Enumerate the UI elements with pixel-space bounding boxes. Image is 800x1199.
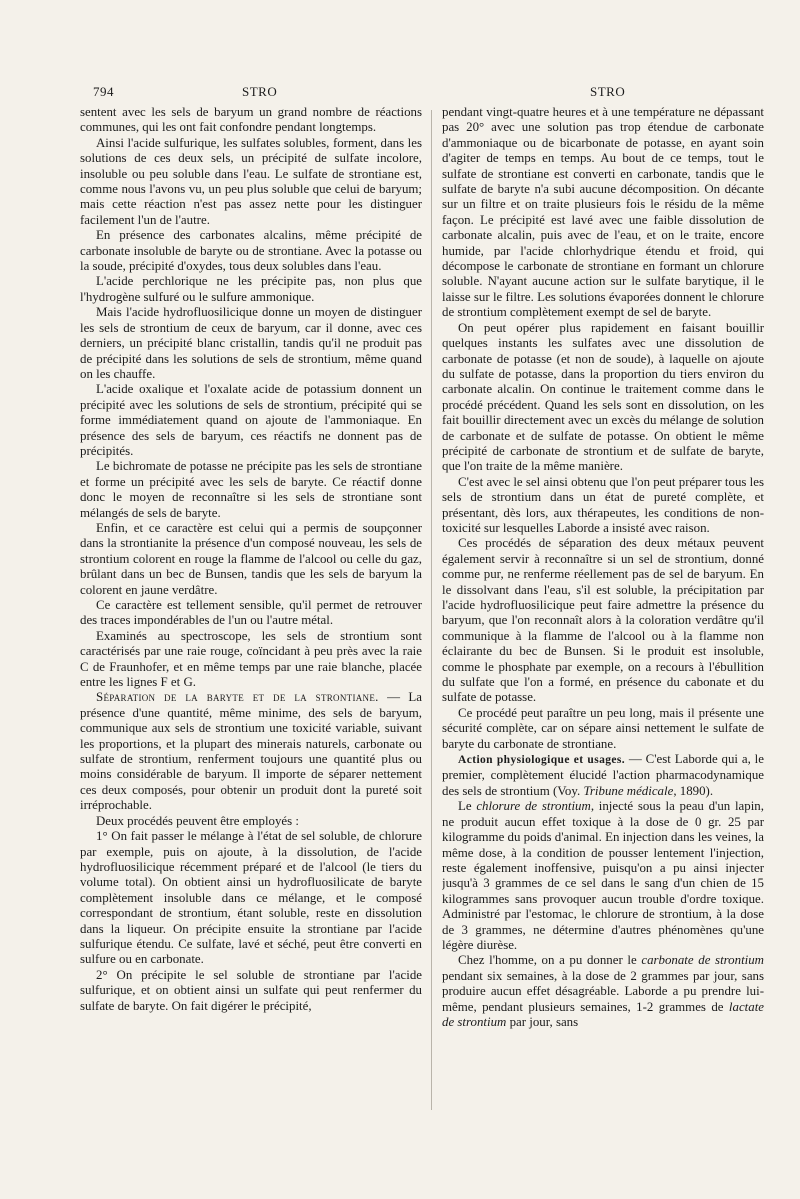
homme-text-b: pendant six semaines, à la dose de 2 grammes par jour, sans produire aucun effet désagréable. Laborde a pu prendre lui-même, pendant plusieurs semaines, 1-2 grammes de bbox=[442, 968, 764, 1014]
column-divider bbox=[431, 110, 432, 1110]
homme-term-carbonate: carbonate de strontium bbox=[641, 953, 764, 968]
paragraph: C'est avec le sel ainsi obtenu que l'on peut préparer tous les sels de strontium dans un état de pureté complète, et présentant, dès lors, aux thérapeutes, les conditions de non-toxicité sur lesquelles Laborde a insisté avec raison. bbox=[442, 474, 764, 535]
right-column bbox=[442, 105, 764, 1185]
action-text-b: , 1890). bbox=[673, 783, 714, 798]
paragraph: En présence des carbonates alcalins, même précipité de carbonate insoluble de baryte ou de strontiane. Avec la potasse ou la soude, précipité d'oxydes, tous deux solubles dans l'eau. bbox=[80, 228, 422, 274]
chlorure-paragraph bbox=[442, 799, 764, 953]
paragraph: Ce procédé peut paraître un peu long, mais il présente une sécurité complète, car on sépare ainsi nettement le sulfate de baryte du carbonate de strontiane. bbox=[442, 705, 764, 751]
paragraph: L'acide oxalique et l'oxalate acide de potassium donnent un précipité avec les solutions de sels de strontium, précipité qui se forme immédiatement quand on ajoute de l'ammoniaque. En présence des sels de baryum, ces réactifs ne donnent pas de précipités. bbox=[80, 382, 422, 458]
separation-text: — La présence d'une quantité, même minime, des sels de baryum, communique aux sels de strontium une toxicité variable, suivant les proportions, et la plupart des minerais naturels, carbonate ou sulfate de strontium, renferment toujours une quantité plus ou moins considérable de baryum. Il importe de séparer nettement ces deux composés, pour obtenir un produit dont la pureté soit irréprochable. bbox=[80, 690, 422, 813]
paragraph: Le bichromate de potasse ne précipite pas les sels de strontiane et forme un précipité avec les sels de baryte. Ce réactif donne donc le moyen de reconnaître si les sels de strontiane sont mélangés de sels de baryte. bbox=[80, 459, 422, 520]
paragraph: Enfin, et ce caractère est celui qui a permis de soupçonner dans la strontianite la présence d'un composé nouveau, les sels de strontium colorent en rouge la flamme de l'alcool ou celle du gaz, brûlant dans un bec de Bunsen, tandis que les sels de baryum la colorent en jaune verdâtre. bbox=[80, 520, 422, 597]
action-text-a: — C'est Laborde qui a, le premier, complètement élucidé l'action pharmacodynamique des sels de strontium (Voy. bbox=[442, 752, 764, 798]
paragraph: Ainsi l'acide sulfurique, les sulfates solubles, forment, dans les solutions de ces deux sels, un précipité de sulfate incolore, insoluble ou peu soluble dans l'eau. Le sulfate de strontiane est, comme nous l'avons vu, un peu plus soluble que celui de baryum; mais cette réaction n'est pas assez nette pour les distinguer facilement l'un de l'autre. bbox=[80, 135, 422, 227]
paragraph: On peut opérer plus rapidement en faisant bouillir quelques instants les sulfates avec une dissolution de carbonate de potasse (et non de soude), à laquelle on ajoute du sulfate de potasse, dans la proportion du tiers environ du carbonate alcalin. On continue le traitement comme dans le procédé précédent. Quand les sels sont en dissolution, on les fait bouillir directement avec un excès du mélange de solution de carbonate et de sulfate de potasse. On obtient le même précipité de carbonate de strontium et de sulfate de baryte, que l'on traite de la même manière. bbox=[442, 320, 764, 474]
homme-text-c: par jour, sans bbox=[506, 1014, 579, 1029]
chlorure-text-a: Le bbox=[458, 799, 477, 814]
paragraph: pendant vingt-quatre heures et à une température ne dépassant pas 20° avec une solution pas trop étendue de carbonate d'ammoniaque ou de bicarbonate de potasse, en ayant soin d'agiter de temps en temps. Au bout de ce temps, tout le sulfate de strontiane est converti en carbonate, tandis que le sulfate de baryte n'a subi aucune décomposition. On décante sur un filtre et on traite plusieurs fois le résidu de la même façon. Le précipité est lavé avec une faible dissolution de carbonate alcalin, puis avec de l'eau, et on le traite, encore humide, par l'acide chlorhydrique étendu et froid, qui décompose le carbonate de strontiane en formant un chlorure soluble. N'ayant aucune action sur le sulfate barytique, il le laisse sur le filtre. Les solutions évaporées donnent le chlorure de strontium complètement exempt de sel de baryte. bbox=[442, 105, 764, 320]
chlorure-term: chlorure de strontium bbox=[476, 799, 591, 814]
paragraph: Ce caractère est tellement sensible, qu'il permet de retrouver des traces impondérables de l'un ou l'autre métal. bbox=[80, 598, 422, 628]
paragraph: 1° On fait passer le mélange à l'état de sel soluble, de chlorure par exemple, puis on ajoute, à la dissolution, de l'acide hydrofluosilicique récemment préparé et de l'alcool (le tiers du volume total). On obtient ainsi un hydrofluosilicate de baryte complètement insoluble dans ce mélange, et le composé correspondant de strontium, étant soluble, reste en dissolution dans la liqueur. On précipite ensuite la strontiane par l'acide sulfurique étendu. Ce sulfate, lavé et séché, peut être converti en sulfure ou en carbonate. bbox=[80, 829, 422, 967]
paragraph: Mais l'acide hydrofluosilicique donne un moyen de distinguer les sels de strontium de ceux de baryum, car il donne, avec ces derniers, un précipité blanc cristallin, tandis qu'il ne produit pas de précipité dans les solutions de sels de strontium, même quand on les chauffe. bbox=[80, 305, 422, 381]
paragraph: Ces procédés de séparation des deux métaux peuvent également servir à reconnaître si un sel de strontium, donné comme pur, ne renferme réellement pas de sel de baryum. En le dissolvant dans l'eau, s'il est soluble, la précipitation par l'acide hydrofluosilicique peut faire admettre la présence du baryum, que l'on reconnaît alors à la coloration verdâtre qu'il communique à la flamme de l'alcool ou à la flamme non éclairante du bec de Bunsen. Si le produit est insoluble, comme le phosphate par exemple, on a recours à l'ébullition du sulfate que l'on a formé, en présence du cabonate et du sulfate de potasse. bbox=[442, 536, 764, 705]
paragraph: L'acide perchlorique ne les précipite pas, non plus que l'hydrogène sulfuré ou le sulfure ammonique. bbox=[80, 274, 422, 304]
page-number: 794 bbox=[93, 84, 114, 99]
paragraph: 2° On précipite le sel soluble de strontiane par l'acide sulfurique, et on obtient ainsi un sulfate qui peut renfermer du sulfate de baryte. On fait digérer le précipité, bbox=[80, 967, 422, 1013]
running-head-left: STRO bbox=[242, 84, 278, 99]
homme-text-a: Chez l'homme, on a pu donner le bbox=[458, 953, 642, 968]
section-heading-separation: Séparation de la baryte et de la strontiane. bbox=[96, 690, 379, 705]
running-head-right: STRO bbox=[590, 84, 626, 99]
left-column bbox=[80, 105, 422, 1185]
homme-paragraph bbox=[442, 953, 764, 1030]
paragraph: Deux procédés peuvent être employés : bbox=[96, 813, 299, 828]
homme-term-lactate: lactate de strontium bbox=[442, 999, 764, 1029]
action-citation: Tribune médicale bbox=[583, 783, 674, 798]
action-paragraph bbox=[442, 752, 764, 799]
separation-paragraph bbox=[80, 690, 422, 813]
paragraph: Examinés au spectroscope, les sels de strontium sont caractérisés par une raie rouge, coïncidant à peu près avec la raie C de Fraunhofer, et en même temps par une raie blanche, placée entre les lignes F et G. bbox=[80, 628, 422, 690]
section-heading-action: Action physiologique et usages. bbox=[458, 754, 626, 767]
chlorure-text-b: , injecté sous la peau d'un lapin, ne produit aucun effet toxique à la dose de 0 gr. 25 par kilogramme du poids d'animal. En injection dans les veines, la même dose, à la condition de pousser lentement l'injection, reste également inoffensive, puisqu'on a pu ainsi injecter jusqu'à 3 grammes de ce sel dans le sang d'un chien de 15 kilogrammes sans provoquer aucun trouble d'ordre toxique. Administré par l'estomac, le chlorure de strontium, à la dose de 3 grammes, ne détermine d'autres phénomènes qu'une légère diurèse. bbox=[442, 799, 764, 952]
paragraph: sentent avec les sels de baryum un grand nombre de réactions communes, qui les ont fait confondre pendant longtemps. bbox=[80, 105, 422, 135]
running-header bbox=[0, 84, 800, 104]
